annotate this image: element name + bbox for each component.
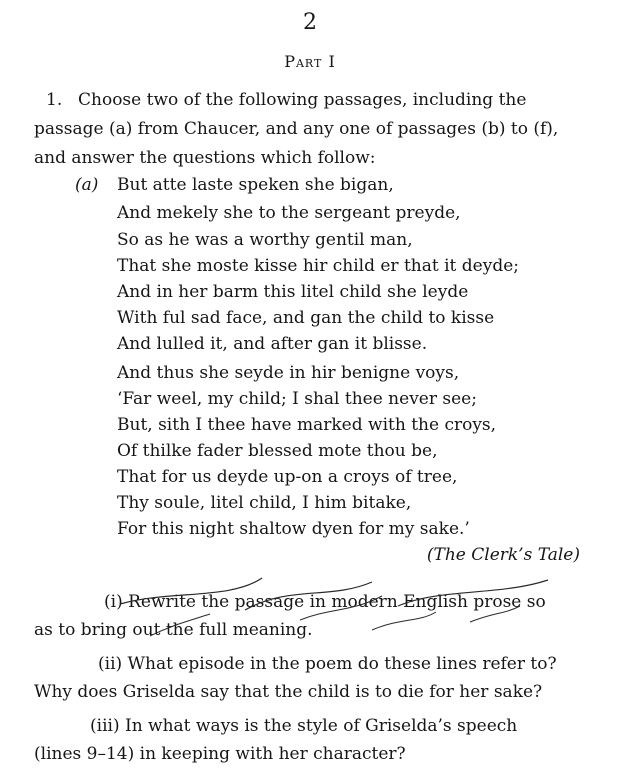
verse-line: Thy soule, litel child, I him bitake, bbox=[117, 493, 412, 513]
verse-line: So as he was a worthy gentil man, bbox=[117, 230, 413, 250]
verse-line: That she moste kisse hir child er that it deyde; bbox=[117, 256, 519, 276]
verse-line: And in her barm this litel child she leyde bbox=[117, 282, 469, 302]
question-line: and answer the questions which follow: bbox=[34, 148, 376, 168]
subquestion-line: as to bring out the full meaning. bbox=[34, 620, 313, 640]
page-number: 2 bbox=[303, 10, 317, 35]
subquestion-line: (ii) What episode in the poem do these lines refer to? bbox=[98, 654, 557, 674]
passage-label: (a) bbox=[75, 175, 99, 195]
subquestion-line: (iii) In what ways is the style of Griselda’s speech bbox=[90, 716, 518, 736]
verse-line: And thus she seyde in hir benigne voys, bbox=[117, 363, 460, 383]
subquestion-line: (i) Rewrite the passage in modern English prose so bbox=[104, 592, 546, 612]
subquestion-line: Why does Griselda say that the child is to die for her sake? bbox=[34, 682, 543, 702]
passage-source: (The Clerk’s Tale) bbox=[426, 545, 580, 565]
verse-line: With ful sad face, and gan the child to kisse bbox=[117, 308, 495, 328]
subquestion-line: (lines 9–14) in keeping with her character? bbox=[34, 744, 406, 764]
verse-line: But, sith I thee have marked with the croys, bbox=[117, 415, 497, 435]
verse-line: For this night shaltow dyen for my sake.’ bbox=[117, 519, 470, 539]
question-line: Choose two of the following passages, including the bbox=[78, 90, 527, 110]
question-number: 1. bbox=[46, 90, 63, 110]
verse-line: Of thilke fader blessed mote thou be, bbox=[117, 441, 438, 461]
verse-line: And mekely she to the sergeant preyde, bbox=[117, 203, 461, 223]
verse-line: And lulled it, and after gan it blisse. bbox=[117, 334, 428, 354]
verse-line: ‘Far weel, my child; I shal thee never see; bbox=[117, 389, 477, 409]
part-heading: Part I bbox=[284, 52, 336, 71]
verse-line: That for us deyde up-on a croys of tree, bbox=[117, 467, 458, 487]
verse-line: But atte laste speken she bigan, bbox=[117, 175, 394, 195]
question-line: passage (a) from Chaucer, and any one of passages (b) to (f), bbox=[34, 119, 559, 139]
